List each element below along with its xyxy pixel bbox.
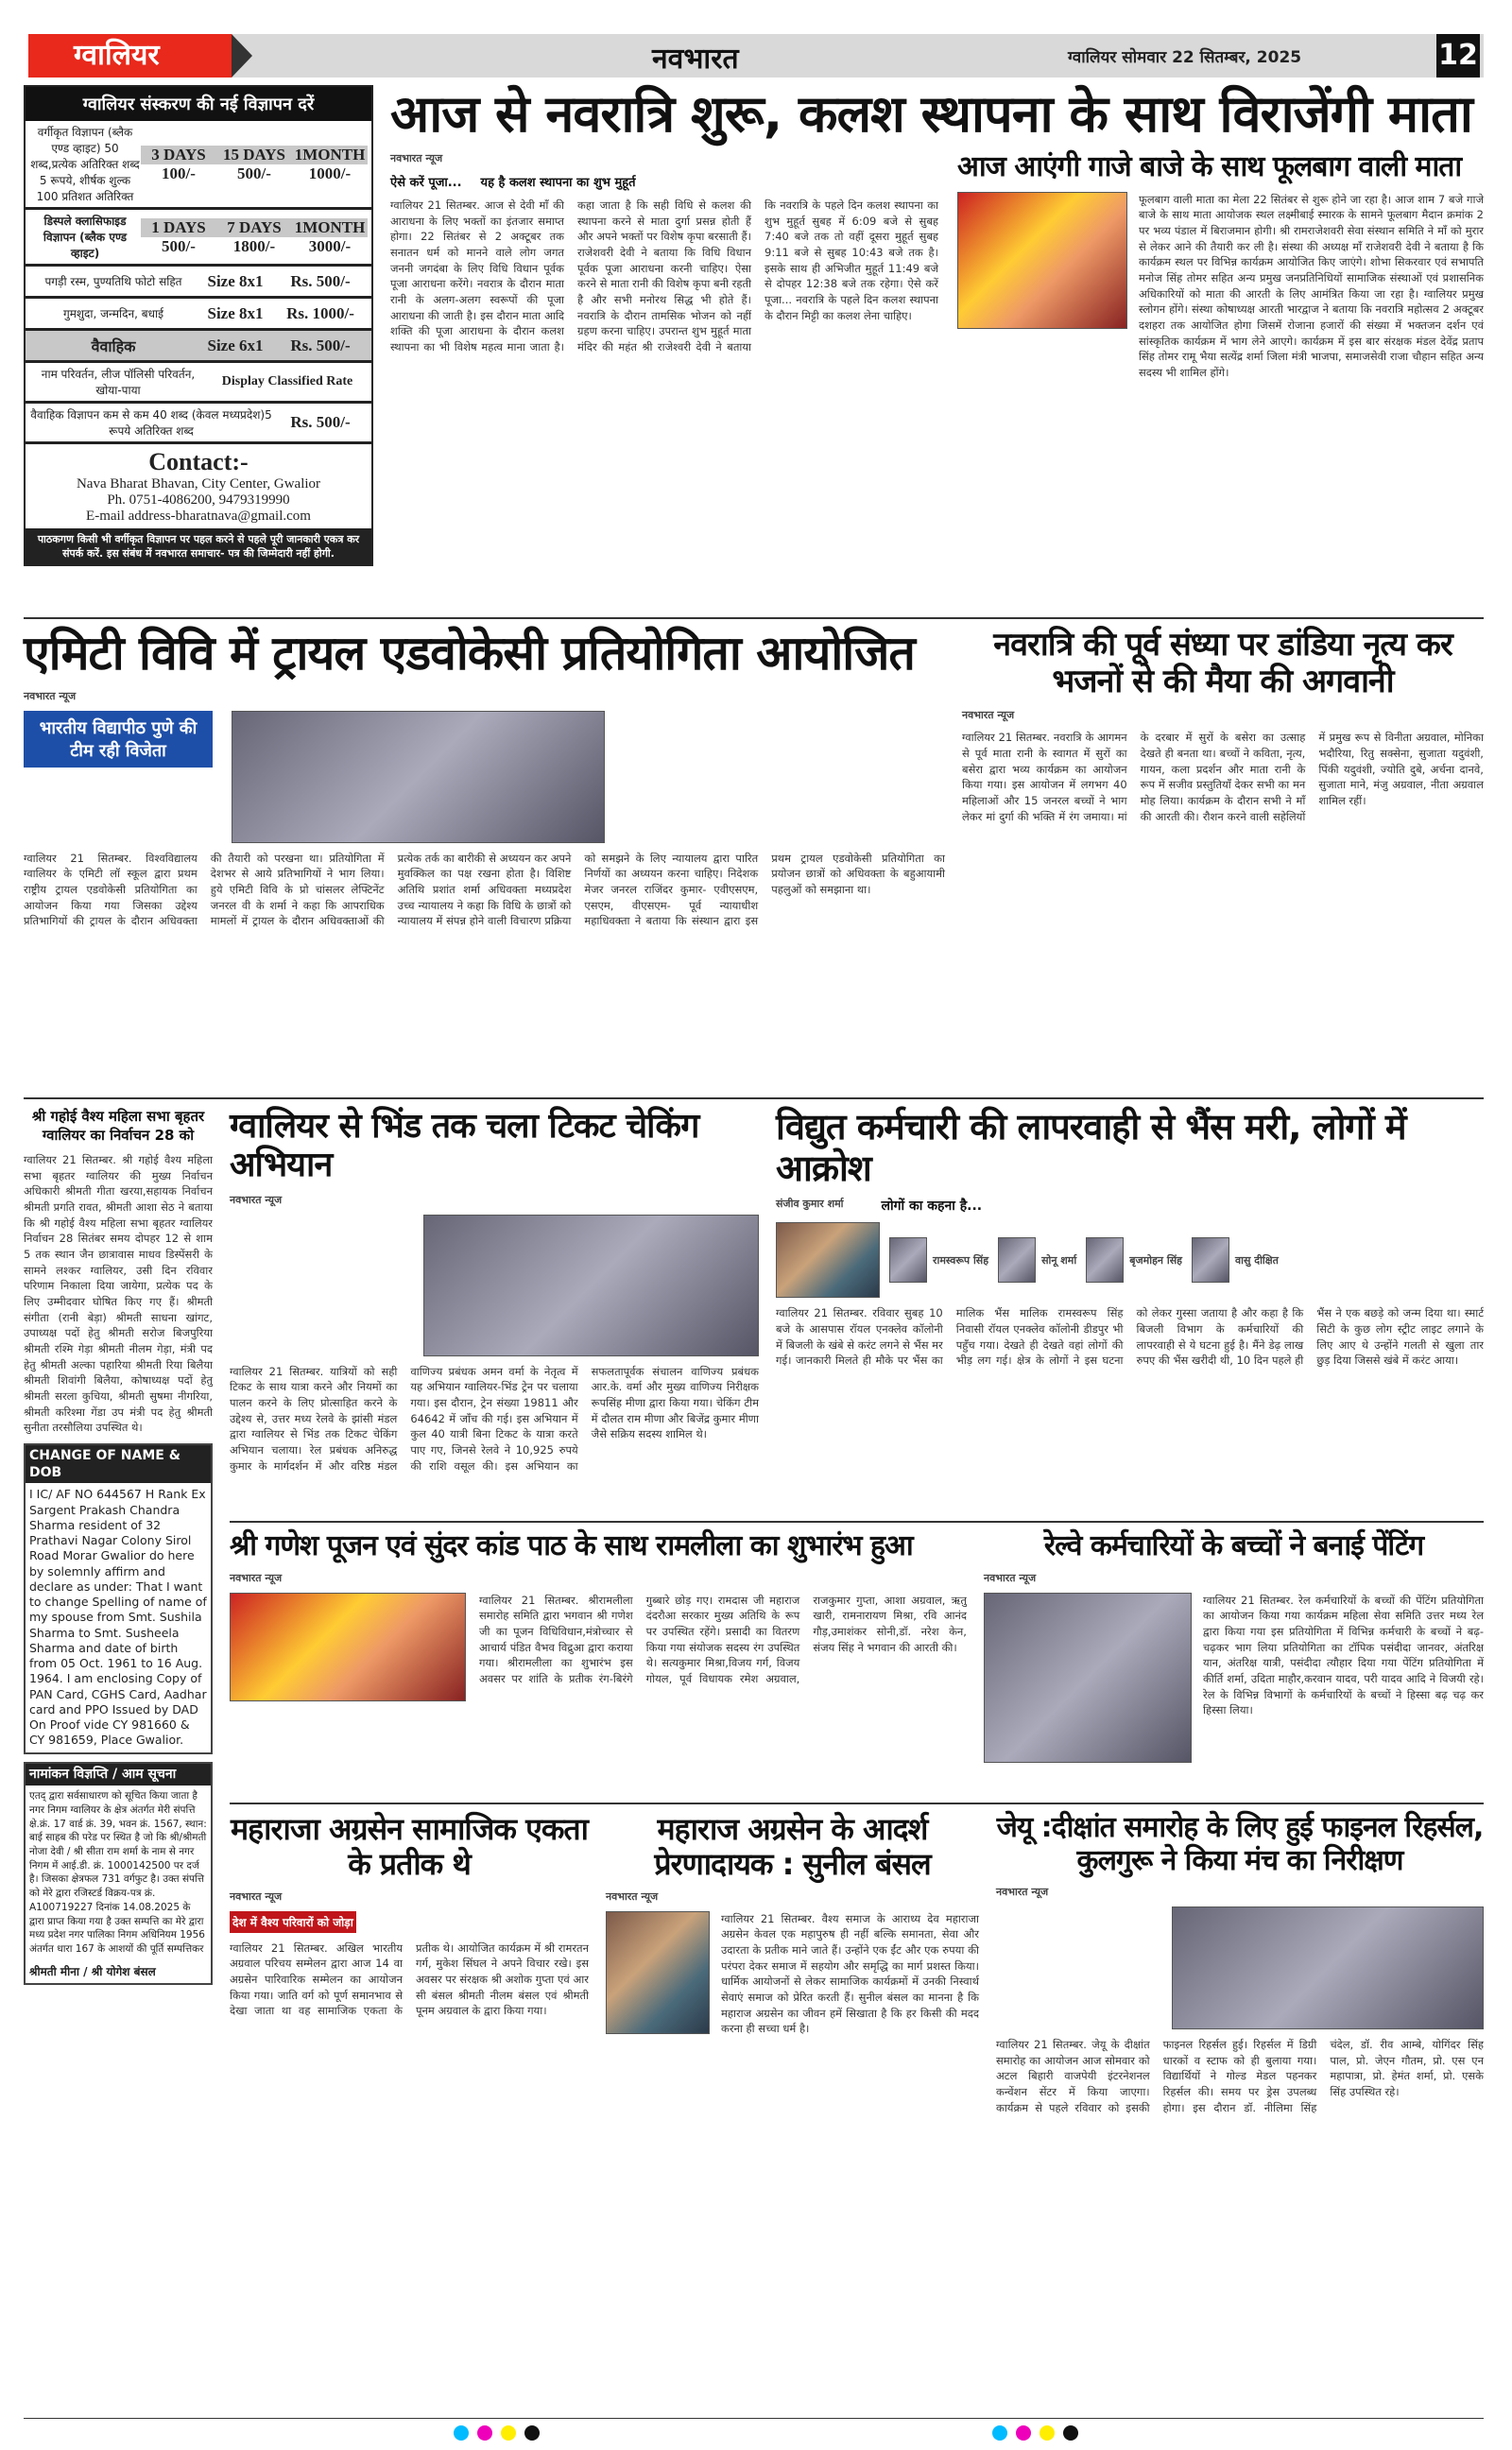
byline: नवभारत न्यूज — [24, 689, 77, 702]
ad-row — [26, 299, 371, 331]
ad-value: 1800/- — [232, 236, 276, 255]
article-body: ग्वालियर 21 सितम्बर. नवरात्रि के आगमन से पूर्व माता रानी के स्वागत में सुरों का बसेरा द्वारा भव्य कार्यक्रम का आयोजन किया गया। इस आयोजन में लगभग 40 महिलाओं और 15 जनरल बच्चों ने भाग लेकर मां दुर्गा की भक्ति में रंग जमाया। मां के दरबार में सुरों के बसेरा का उत्साह देखते ही बनता था। बच्चों ने कविता, नृत्य, गायन, कला प्रदर्शन और माता रानी के रूप में सजीव प्रस्तुतियाँ देकर सभी का मन मोह लिया। कार्यक्रम के दौरान सभी ने माँ की आरती की। रौशन करने वाली सहेलियों में प्रमुख रूप से विनीता अग्रवाल, मोनिका भदौरिया, रितु सक्सेना, सुजाता यदुवंशी, पिंकी यदुवंशी, ज्योति दुबे, अर्चना दानवे, सुजाता माने, मंजु अग्रवाल, नीता अग्रवाल शामिल रहीं। — [962, 731, 1484, 823]
person-photo — [998, 1237, 1036, 1283]
subhead: ऐसे करें पूजा... — [390, 176, 462, 191]
edition-date: ग्वालियर सोमवार 22 सितम्बर, 2025 — [1068, 48, 1302, 67]
byline: नवभारत न्यूज — [984, 1571, 1037, 1584]
phoolbagh-article — [957, 151, 1484, 381]
quotes-strip — [776, 1222, 1484, 1298]
ad-rate: Rs. 500/- — [290, 336, 351, 354]
byline: नवभारत न्यूज — [230, 1889, 283, 1903]
row-second — [24, 627, 1484, 1099]
row-fourth — [230, 1530, 1484, 1804]
article-body: ग्वालियर 21 सितम्बर. वैश्य समाज के आराध्य देव महाराजा अग्रसेन केवल एक महापुरुष ही नहीं बल्कि समानता, सेवा और उदारता के प्रतीक माने जाते हैं। उन्होंने एक ईंट और एक रुपया की परंपरा देकर समाज में सहयोग और समृद्धि का मार्ग प्रशस्त किया। धार्मिक आयोजनों से लेकर सामाजिक कार्यक्रमों में उनकी निस्वार्थ सेवाएं समाज को प्रेरित करती हैं। सुनील बंसल का मानना है कि महाराज अग्रसेन का जीवन हमें सिखाता है कि हर किसी की मदद करना ही सच्चा धर्म है। — [721, 1911, 979, 2036]
article-body: ग्वालियर 21 सितम्बर. रविवार सुबह 10 बजे के आसपास रॉयल एनक्लेव कॉलोनी में बिजली के खंबे से करंट लगने से भैंस मर गई। जानकारी मिलते ही मौके पर भैंस का मालिक भैंस मालिक रामस्वरूप सिंह निवासी रॉयल एनक्लेव कॉलोनी डीडपुर भी पहुँच गया। देखते ही देखते वहां लोगों की भीड़ लग गई। क्षेत्र के लोगों ने इस घटना को लेकर गुस्सा जताया है और कहा है कि बिजली विभाग के कर्मचारियों की लापरवाही से ये घटना हुई है। मैंने डेढ़ लाख रुपए की भैंस खरीदी थी, 10 दिन पहले ही भैंस ने एक बछड़े को जन्म दिया था। स्मार्ट सिटी के कुछ लोग स्ट्रीट लाइट लगाने के लिए आए थे उन्होंने गलती से खुला तार छुड़ दिया जिससे खंबे में करंट आया। — [776, 1306, 1484, 1368]
article-body: ग्वालियर 21 सितम्बर. रेल कर्मचारियों के बच्चों की पेंटिंग प्रतियोगिता का आयोजन किया गया कार्यक्रम महिला सेवा समिति उत्तर मध्य रेल द्वारा किया गया इस प्रतियोगिता में विभिन्न कर्मचारी के बच्चों ने बढ़-चढ़कर भाग लिया प्रतियोगिता का टॉपिक पसंदीदा जानवर, अंतरिक्ष यान, अंतरिक्ष यात्री, पसंदीदा त्यौहार दिया गया पेंटिंग प्रतियोगिता में कीर्ति शर्मा, उदिता माहौर,करवान यादव, परी यादव आदि ने विजयी रहे। रेल के विभिन्न विभागों के कर्मचारियों के बच्चों ने हिस्सा बढ़ चढ़ कर हिस्सा लिया। — [1203, 1593, 1484, 1717]
ad-label: वैवाहिक — [91, 336, 136, 355]
ad-label: नाम परिवर्तन, लीज पॉलिसी परिवर्तन, खोया-पाया — [41, 368, 196, 397]
ad-row — [26, 121, 371, 210]
quote-name: रामस्वरूप सिंह — [933, 1253, 989, 1267]
ad-rate: Rs. 500/- — [290, 413, 351, 431]
quote-name: वासु दीक्षित — [1235, 1253, 1279, 1267]
quote-name: बृजमोहन सिंह — [1129, 1253, 1182, 1267]
amity-article — [24, 627, 945, 1090]
ad-rates-box — [24, 85, 373, 566]
lead-headline: आज से नवरात्रि शुरू, कलश स्थापना के साथ विराजेंगी माता — [390, 84, 1472, 144]
buffalo-photo — [776, 1222, 880, 1298]
byline: नवभारत न्यूज — [230, 1193, 283, 1206]
lead-columns — [390, 151, 1484, 381]
left-column — [24, 1107, 213, 2115]
contact-title: Contact:- — [148, 448, 249, 475]
person-photo — [889, 1237, 927, 1283]
railway-content — [984, 1593, 1484, 1763]
ad-size: Size 8x1 — [207, 303, 264, 322]
person-photo — [1192, 1237, 1229, 1283]
article-body: ग्वालियर 21 सितम्बर. श्री गहोई वैश्य महिला सभा बृहतर ग्वालियर की मुख्य निर्वाचन अधिकारी श्रीमती गीता खरया,सहायक निर्वाचन श्रीमती प्रगति रावत, श्रीमती आशा सेठ ने बताया कि श्री गहोई वैश्य महिला सभा बृहतर ग्वालियर निर्वाचन 28 सितंबर समय दोपहर 12 से शाम 5 तक स्थान जैन छात्रावास माधव डिस्पेंसरी के सामने लश्कर ग्वालियर, उसी दिन रविवार परिणाम निकाला दिया जायेगा, प्रत्येक पद के लिए उम्मीदवार घोषित किए गए हैं। श्रीमती संगीता (रानी बेड़ा) श्रीमती साधना खांगट, उपाध्यक्ष पदों हेतु श्रीमती सरोज बिजपुरिया श्रीमती रश्मि गेड़ा श्रीमती नीलम गेड़ा, मंत्री पद हेतु श्रीमती अल्का पहारिया श्रीमती रिया बिलैया श्रीमती शिवांगी बिलैया, कोषाध्यक्ष पदों हेतु श्रीमती सरला कुचिया, श्रीमती सुषमा नीगरिया, श्रीमती करिश्मा गेंडा उप मंत्री पद हेतु श्रीमती सुनीता तरसौलिया उपस्थित थे। — [24, 1153, 213, 1435]
ad-label: वैवाहिक विज्ञापन कम से कम 40 शब्द (केवल मध्यप्रदेश)5 रूपये अतिरिक्त शब्द — [30, 408, 272, 438]
painting-photo — [984, 1593, 1192, 1763]
subhead: लोगों का कहना है... — [881, 1199, 983, 1215]
goddess-photo — [957, 192, 1127, 329]
article-body: ग्वालियर 21 सितम्बर. अखिल भारतीय अग्रवाल परिचय सम्मेलन द्वारा आज 14 वा अग्रसेन पारिवारिक सम्मेलन का आयोजन किया गया। जाति वर्ग को पूर्ण समानभाव से देखा जाता था वह सामाजिक एकता के प्रतीक थे। आयोजित कार्यक्रम में श्री रामरतन गर्ग, मुकेश सिंघल ने अपने विचार रखे। इस अवसर पर संरक्षक श्री अशोक गुप्ता एवं आर सी बंसल श्रीमती नीलम बंसल एवं श्रीमती पूनम अग्रवाल के द्वारा किया गया। — [230, 1941, 589, 2018]
amity-headline: एमिटी विवि में ट्रायल एडवोकेसी प्रतियोगिता आयोजित — [24, 626, 915, 681]
subhead: यह है कलश स्थापना का शुभ मुहूर्त — [480, 176, 636, 191]
quote — [998, 1222, 1076, 1298]
dandiya-headline: नवरात्रि की पूर्व संध्या पर डांडिया नृत्य कर भजनों से की मैया की अगवानी — [993, 626, 1452, 701]
ad-label: पगड़ी रस्म, पुण्यतिथि फोटो सहित — [44, 275, 182, 288]
dandiya-article — [962, 627, 1484, 1090]
ganesh-content — [230, 1593, 967, 1701]
bansal-content — [606, 1911, 979, 2037]
bansal-headline: महाराज अग्रसेन के आदर्श प्रेरणादायक : सुनील बंसल — [654, 1811, 931, 1882]
ad-rate: Display Classified Rate — [221, 374, 353, 388]
ad-size: Size 6x1 — [207, 336, 264, 354]
right-area — [230, 1107, 1484, 2115]
railway-headline: रेल्वे कर्मचारियों के बच्चों ने बनाई पेंटिंग — [1043, 1529, 1424, 1562]
ad-head: 1MONTH — [292, 218, 368, 237]
newspaper-logo: नवभारत — [652, 43, 739, 76]
byline: नवभारत न्यूज — [606, 1889, 659, 1903]
article-body: फूलबाग वाली माता का मेला 22 सितंबर से शुरू होने जा रहा है। आज शाम 7 बजे गाजे बाजे के साथ माता आयोजक स्थल लक्ष्मीबाई स्मारक के सामने फूलबाग मैदान क्रमांक 2 पर भव्य पंडाल में बिराजमान होगी। श्री रामराजेशवरी सेवा संस्थान समिति ने माँ को मुरार से लेकर आने की तैयारी कर ली है। संस्था की अध्यक्ष माँ राजेशवरी देवी ने बताया है कि कार्यक्रम स्थल पर विभिन्न कार्यक्रम आयोजित किए जाएंगे। शोभा सिकरवार एवं सभापति मनोज सिंह तोमर सहित अन्य प्रमुख जनप्रतिनिधियों सामाजिक संस्थाओं एवं प्रशासनिक अधिकारियों को माता की आरती के लिए आमंत्रित किया जा रहा है। ग्वालियर प्रमुख स्लोगन होंगे। संस्था कोषाध्यक्ष आरती भारद्वाज ने बताया कि नवरात्रि महोत्सव 2 अक्टूबर दशहरा तक आयोजित होगा जिसमें रोजाना हजारों की संख्या में भक्तजन दर्शन एवं सांस्कृतिक कार्यक्रम में भाग लेने आएगे। कार्यक्रम में इस बार संरक्षक मंडल देवेंद्र प्रताप सिंह तोमर रामू भैया सत्येंद्र शर्मा जिला मंत्री भाजपा, समाजसेवी राजा चौहान सहित अन्य सदस्य भी शामिल होंगे। — [1139, 192, 1484, 379]
public-notice — [24, 1762, 213, 1986]
ramlila-photo — [230, 1593, 466, 1701]
black-mark — [524, 2425, 540, 2441]
agrasen-article — [230, 1812, 589, 2115]
magenta-mark — [477, 2425, 492, 2441]
contact-email: E-mail address-bharatnava@gmail.com — [86, 509, 311, 524]
railway-article — [984, 1530, 1484, 1795]
phoolbagh-headline: आज आएंगी गाजे बाजे के साथ फूलबाग वाली माता — [957, 150, 1462, 184]
agrasen-headline: महाराजा अग्रसेन सामाजिक एकता के प्रतीक थे — [231, 1811, 588, 1882]
ganesh-headline: श्री गणेश पूजन एवं सुंदर कांड पाठ के साथ रामलीला का शुभारंभ हुआ — [230, 1529, 913, 1562]
byline: संजीव कुमार शर्मा — [776, 1198, 844, 1211]
notice-signer: श्रीमती मीना / श्री योगेश बंसल — [29, 1964, 156, 1978]
vidyut-article — [776, 1107, 1484, 1513]
ad-head: 1 DAYS — [141, 218, 216, 237]
ad-row — [26, 331, 371, 363]
article-body: ग्वालियर 21 सितम्बर. विश्वविद्यालय ग्वालियर के एमिटी लॉ स्कूल द्वारा प्रथम राष्ट्रीय ट्रायल एडवोकेसी प्रतियोगिता का आयोजन किया गया जिसका उद्देश्य प्रतिभागियों की ट्रायल के दौरान अधिवक्ता की तैयारी को परखना था। प्रतियोगिता में देशभर से आये प्रतिभागियों ने भाग लिया। हुये एमिटी विवि के प्रो चांसलर लेफ्टिनेंट जनरल वी के शर्मा ने कहा कि आपराधिक मामलों में ट्रायल के दौरान अधिवक्ताओं की प्रत्येक तर्क का बारीकी से अध्ययन कर अपने मुवक्किल का पक्ष रखना होता है। विशिष्ट अतिथि प्रशांत शर्मा अधिवक्ता मध्यप्रदेश उच्च न्यायालय ने कहा कि विधि के छात्रों को न्यायालय में संपन्न होने वाली विचारण प्रक्रिया को समझने के लिए न्यायालय द्वारा पारित निर्णयों का अध्ययन करना चाहिए। निदेशक मेजर जनरल राजिंदर कुमार- एवीएसएम, एसएम, वीएसएम- पूर्व न्यायाधीश महाधिवक्ता ने बताया कि संस्थान द्वारा इस प्रथम ट्रायल एडवोकेसी प्रतियोगिता का प्रयोजन छात्रों को अधिवक्ता के बहुआयामी पहलुओं को समझाना था। — [24, 851, 945, 928]
quote — [1192, 1222, 1279, 1298]
bhind-headline: ग्वालियर से भिंड तक चला टिकट चेकिंग अभियान — [230, 1107, 699, 1185]
ad-rate: Rs. 500/- — [290, 271, 351, 290]
row-top — [24, 85, 1484, 619]
amity-media — [24, 711, 945, 843]
lead-subheads — [390, 173, 938, 190]
quote — [1086, 1222, 1182, 1298]
ad-size: Size 8x1 — [207, 271, 264, 290]
ad-head: 1MONTH — [292, 146, 368, 164]
yellow-mark — [501, 2425, 516, 2441]
jiwaji-headline: जेयू :दीक्षांत समारोह के लिए हुई फाइनल रिहर्सल, कुलगुरू ने किया मंच का निरीक्षण — [996, 1811, 1484, 1877]
notice-title: CHANGE OF NAME & DOB — [26, 1445, 211, 1483]
ad-title: ग्वालियर संस्करण की नई विज्ञापन दरें — [26, 87, 371, 121]
article-body: ग्वालियर 21 सितम्बर. जेयू के दीक्षांत समारोह का आयोजन आज सोमवार को अटल बिहारी वाजपेयी इंटरनेशनल कन्वेंशन सेंटर में किया जाएगा। कार्यक्रम से पहले रविवार को इसकी फाइनल रिहर्सल हुई। रिहर्सल में डिग्री धारकों व स्टाफ को ही बुलाया गया। विद्यार्थियों ने गोल्ड मेडल पहनकर रिहर्सल की। समय पर ड्रेस उपलब्ध होगा। इस दौरान डॉ. नीलिमा सिंह चंदेल, डॉ. रीव आम्बे, योगिंदर सिंह पाल, प्रो. जेएन गौतम, प्रो. एस एन महापात्रा, प्रो. हेमंत शर्मा, प्रो. एसके सिंह उपस्थित रहे। — [996, 2038, 1484, 2114]
black-mark — [1063, 2425, 1078, 2441]
portrait-photo — [606, 1911, 710, 2034]
byline: नवभारत न्यूज — [962, 709, 1015, 722]
ad-row — [26, 363, 371, 404]
byline: नवभारत न्यूज — [996, 1886, 1049, 1898]
cyan-mark — [454, 2425, 469, 2441]
contact-phone: Ph. 0751-4086200, 9479319990 — [107, 492, 290, 508]
contact-address: Nava Bharat Bhavan, City Center, Gwalior — [76, 476, 321, 492]
ad-row — [26, 210, 371, 267]
ad-label: वर्गीकृत विज्ञापन (ब्लैक एण्ड व्हाइट) 50 शब्द,प्रत्येक अतिरिक्त शब्द 5 रूपये, शीर्षक शुल्क 100 प्रतिशत अतिरिक्त — [30, 126, 140, 203]
row-lower — [24, 1107, 1484, 2115]
ad-value: 500/- — [237, 164, 271, 182]
ad-head: 15 DAYS — [216, 146, 292, 164]
ad-value: 500/- — [162, 236, 196, 255]
byline: नवभारत न्यूज — [390, 152, 443, 165]
convocation-photo — [1172, 1907, 1484, 2029]
notice-title: नामांकन विज्ञप्ति / आम सूचना — [26, 1764, 211, 1786]
bansal-article — [606, 1812, 979, 2115]
ad-label: डिस्पले क्लासिफाइड विज्ञापन (ब्लैक एण्ड व्हाइट) — [43, 215, 128, 260]
row-third — [230, 1107, 1484, 1523]
bhind-article — [230, 1107, 759, 1513]
page-content — [24, 85, 1484, 2115]
ad-row — [26, 267, 371, 299]
gahoi-headline: श्री गहोई वैश्य महिला सभा बृहतर ग्वालियर का निर्वाचन 28 को — [31, 1108, 205, 1144]
vidyut-headline: विद्युत कर्मचारी की लापरवाही से भैंस मरी, लोगों में आक्रोश — [776, 1106, 1406, 1189]
ad-value: 3000/- — [308, 236, 352, 255]
jiwaji-article — [996, 1812, 1484, 2115]
magenta-mark — [1016, 2425, 1031, 2441]
article-body: ग्वालियर 21 सितम्बर. यात्रियों को सही टिकट के साथ यात्रा करने और नियमों का पालन करने के लिए प्रोत्साहित करने के उद्देश्य से, उत्तर मध्य रेलवे के झांसी मंडल द्वारा ग्वालियर से भिंड तक टिकट चेकिंग अभियान चलाया। रेल प्रबंधक अनिरुद्ध कुमार के मार्गदर्शन में और वरिष्ठ मंडल वाणिज्य प्रबंधक अमन वर्मा के नेतृत्व में यह अभियान ग्वालियर-भिंड ट्रेन पर चलाया गया। इस दौरान, ट्रेन संख्या 19811 और 64642 में जाँच की गई। इस अभियान में कुल 40 यात्री बिना टिकट के यात्रा करते पाए गए, जिनसे रेलवे ने 10,925 रुपये की राशि वसूल की। इस अभियान का सफलतापूर्वक संचालन वाणिज्य प्रबंधक आर.के. वर्मा और मुख्य वाणिज्य निरीक्षक रूपसिंह मीणा द्वारा किया गया। चेकिंग टीम में दौलत राम मीणा और बिजेंद्र कुमार मीणा जैसे सक्रिय सदस्य शामिल थे। — [230, 1364, 759, 1473]
ad-value: 1000/- — [308, 164, 352, 182]
phoolbagh-content — [957, 192, 1484, 381]
ganesh-article — [230, 1530, 967, 1795]
quote-name: सोनू शर्मा — [1041, 1253, 1077, 1267]
page-number: 12 — [1436, 34, 1480, 78]
callout-box: भारतीय विद्यापीठ पुणे की टीम रही विजेता — [24, 711, 213, 768]
quote — [889, 1222, 988, 1298]
cyan-mark — [992, 2425, 1007, 2441]
ad-value: 100/- — [162, 164, 196, 182]
byline: नवभारत न्यूज — [230, 1571, 283, 1584]
ad-label: गुमशुदा, जन्मदिन, बधाई — [62, 307, 164, 320]
ad-head: 7 DAYS — [216, 218, 292, 237]
notice-body: I IC/ AF NO 644567 H Rank Ex Sargent Prakash Chandra Sharma resident of 32 Prathavi Nagar Colony Sirol Road Morar Gwalior do here by solemnly affirm and declare as under: That I want to change Spelling of name of my spouse from Smt. Sushila Sharma to Smt. Susheela Sharma and date of birth from 05 Oct. 1961 to 16 Aug. 1964. I am enclosing Copy of PAN Card, CGHS Card, Aadhar card and PPO Issued by DAD On Proof vide CY 981660 & CY 981659, Place Gwalior. — [29, 1487, 207, 1748]
row-fifth — [230, 1812, 1484, 2115]
person-photo — [1086, 1237, 1124, 1283]
lead-article — [390, 151, 938, 381]
trim-line — [24, 2418, 1484, 2419]
ad-head: 3 DAYS — [141, 146, 216, 164]
ad-contact — [26, 444, 371, 528]
callout-box: देश में वैश्य परिवारों को जोड़ा — [230, 1911, 356, 1933]
section-label: ग्वालियर — [28, 34, 232, 78]
article-body: ग्वालियर 21 सितम्बर. आज से देवी माँ की आराधना के लिए भक्तों का इंतजार समाप्त होगा। 22 सितंबर से 2 अक्टूबर तक सनातन धर्म को मानने वाले लोग जगत जननी जगदंबा के लिए विधि विधान पूर्वक पूजा आराधना करेंगे। नवरात्र के दौरान माता रानी के अलग-अलग स्वरूपों की पूजा आराधना की जाती है। इस दौरान माता आदि शक्ति की पूजा आराधना के दौरान कलश स्थापना का भी विशेष महत्व माना जाता है। कहा जाता है कि सही विधि से कलश की स्थापना करने से माता दुर्गा प्रसन्न होती हैं और अपने भक्तों पर विशेष कृपा बरसाती हैं। राजेशवरी देवी ने बताया कि विधि विधान पूर्वक पूजा आराधना करनी चाहिए। ऐसा करने से माता रानी की विशेष कृपा बनी रहती है और सभी मनोरथ सिद्ध भी होते हैं। नवरात्रि के दौरान तामसिक भोजन को नहीं ग्रहण करना चाहिए। उपरान्त शुभ मुहूर्त माता मंदिर की महंत श्री राजेश्वरी देवी ने बताया कि नवरात्रि के पहले दिन कलश स्थापना का शुभ मुहूर्त सुबह में 6:09 बजे से सुबह 7:40 बजे तक तो वहीं दूसरा मुहूर्त सुबह 9:11 बजे से सुबह 10:43 बजे तक है। इसके साथ ही अभिजीत मुहूर्त 11:49 बजे से दोपहर 12:38 बजे तक रहेगा। ऐसे करें पूजा... नवरात्रि के पहले दिन कलश स्थापना के दौरान मिट्टी का कलश लेना चाहिए। — [390, 198, 938, 354]
lead-block — [390, 85, 1484, 610]
yellow-mark — [1040, 2425, 1055, 2441]
ad-disclaimer: पाठकगण किसी भी वर्गीकृत विज्ञापन पर पहल करने से पहले पूरी जानकारी एकत्र कर संपर्क करें. इस संबंध में नवभारत समाचार- पत्र की जिम्मेदारी नहीं होगी. — [26, 528, 371, 564]
vidyut-meta — [776, 1197, 1484, 1215]
ad-row — [26, 404, 371, 444]
ticket-check-photo — [423, 1215, 759, 1356]
article-body: ग्वालियर 21 सितम्बर. श्रीरामलीला समारोह समिति द्वारा भगवान श्री गणेश जी का पूजन विधिविधान,मंत्रोच्चार से आचार्य पंडित वैभव विद्रुआ द्वारा कराया गया। श्रीरामलीला का शुभारंभ इस अवसर पर शांति के प्रतीक रंग-बिरंगे गुब्बारे छोड़ गए। रामदास जी महाराज दंदरौआ सरकार मुख्य अतिथि के रूप पर उपस्थित रहेंगे। प्रसादी का वितरण किया गया संयोजक सदस्य रंग उपस्थित थे। सत्यकुमार मिश्रा,विजय गर्ग, विजय गोयल, पूर्व विधायक रमेश अग्रवाल, राजकुमार गुप्ता, आशा अग्रवाल, ऋतु खारी, रामनारायण मिश्रा, रवि आनंद गौड़,उमाशंकर सोनी,डॉ. नरेश केन, संजय सिंह ने भगवान की आरती की। — [479, 1593, 967, 1685]
award-photo — [232, 711, 605, 843]
notice-body: एतद् द्वारा सर्वसाधारण को सूचित किया जाता है नगर निगम ग्वालियर के क्षेत्र अंतर्गत मेरी संपत्ति क्षे.क्रं. 17 वार्ड क्रं. 39, भवन क्रं. 1567, स्थान: बाई साहब की परेड पर स्थित है जो कि श्री/श्रीमती नोजा देवी / श्री सीता राम शर्मा के नाम से नगर निगम में आई.डी. क्रं. 1000142500 पर दर्ज है। जिसका क्षेत्रफल 731 वर्गफुट है। उक्त संपत्ति को मेरे द्वारा रजिस्टर्ड विक्रय-पत्र क्रं. A100719227 दिनांक 14.08.2025 के द्वारा प्राप्त किया गया है उक्त सम्पत्ति का मेरे द्वारा मध्य प्रदेश नगर पालिका निगम अधिनियम 1956 अंतर्गत धारा 167 के आशयों की पूर्ति सम्पत्तिकर — [29, 1790, 207, 1955]
name-change-notice — [24, 1443, 213, 1754]
ad-rate: Rs. 1000/- — [286, 303, 354, 322]
